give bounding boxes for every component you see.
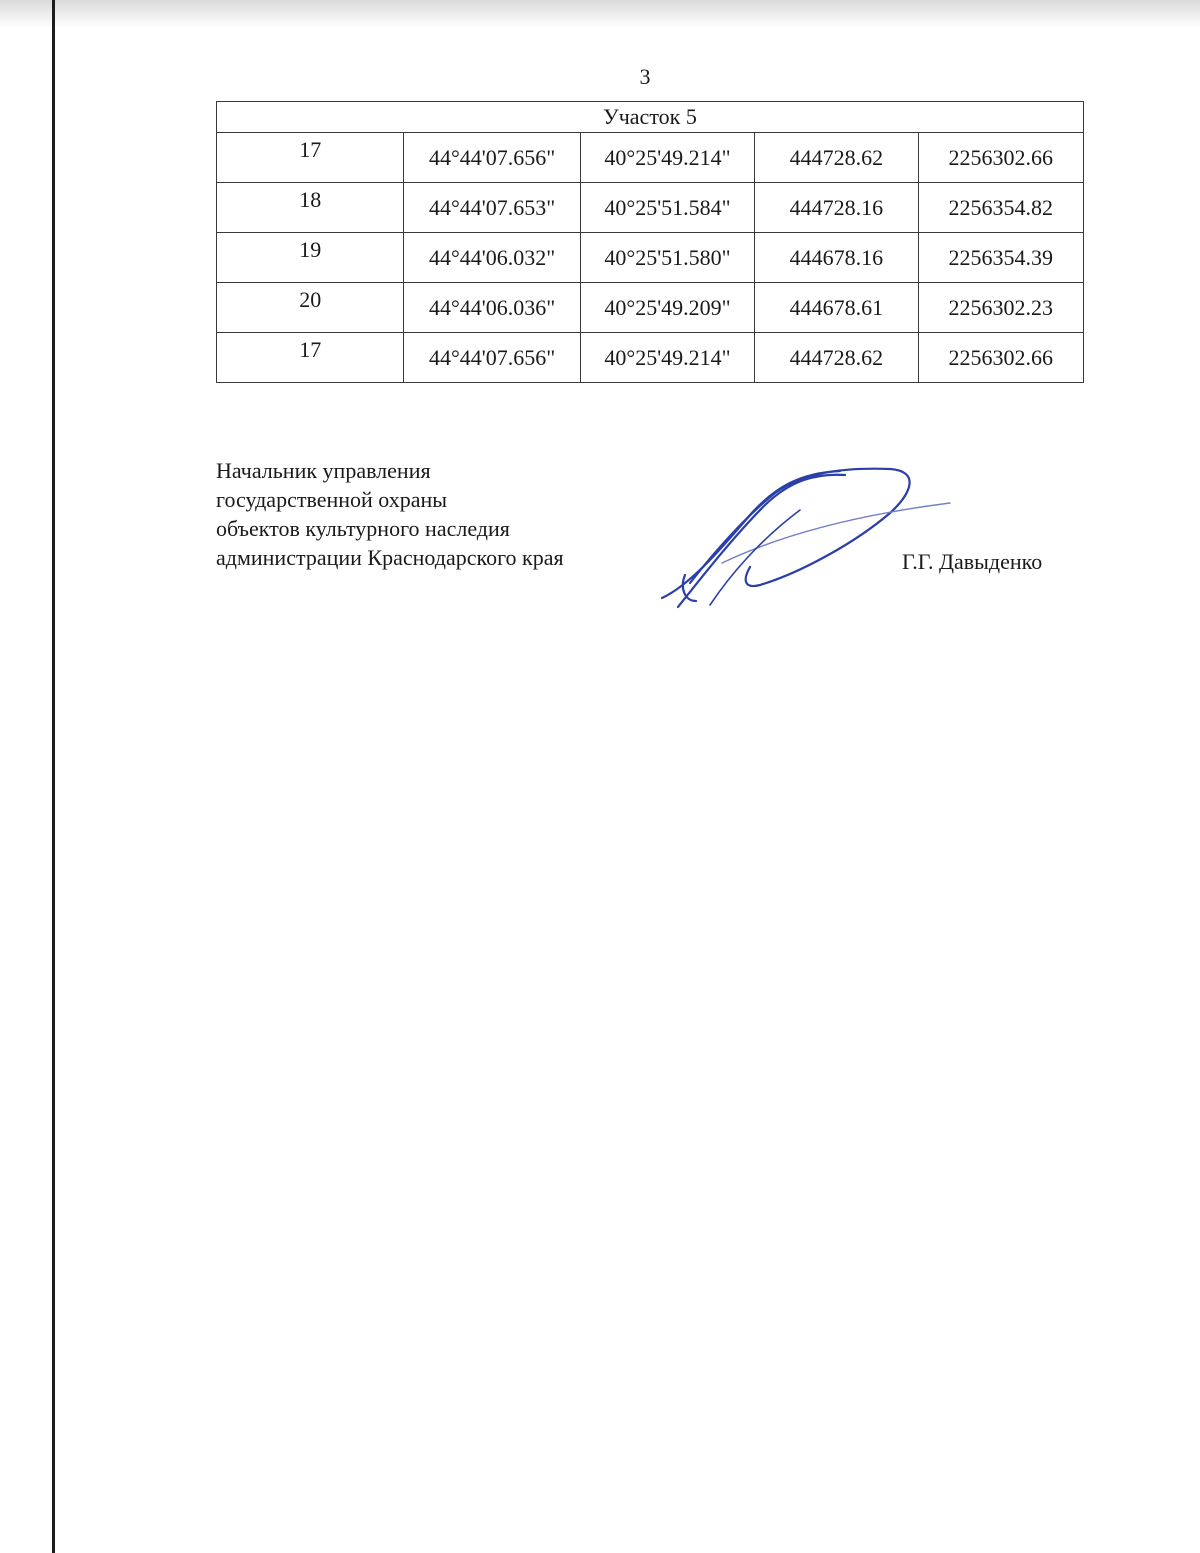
x-coordinate: 444728.62	[755, 333, 918, 383]
x-coordinate: 444728.62	[755, 133, 918, 183]
table-row	[217, 283, 1084, 333]
latitude: 44°44'07.653"	[404, 183, 580, 233]
point-number: 17	[217, 133, 404, 183]
signatory-position	[216, 456, 564, 572]
y-coordinate: 2256354.82	[918, 183, 1083, 233]
longitude: 40°25'49.209"	[580, 283, 754, 333]
longitude: 40°25'51.584"	[580, 183, 754, 233]
latitude: 44°44'07.656"	[404, 133, 580, 183]
y-coordinate: 2256302.66	[918, 333, 1083, 383]
signatory-line: администрации Краснодарского края	[216, 545, 564, 570]
table-row	[217, 233, 1084, 283]
point-number: 19	[217, 233, 404, 283]
table-row	[217, 333, 1084, 383]
signatory-line: государственной охраны	[216, 487, 448, 512]
x-coordinate: 444678.61	[755, 283, 918, 333]
signatory-line: объектов культурного наследия	[216, 516, 510, 541]
x-coordinate: 444728.16	[755, 183, 918, 233]
point-number: 20	[217, 283, 404, 333]
table-section-header-row	[217, 102, 1084, 133]
latitude: 44°44'06.036"	[404, 283, 580, 333]
point-number: 18	[217, 183, 404, 233]
y-coordinate: 2256302.23	[918, 283, 1083, 333]
latitude: 44°44'06.032"	[404, 233, 580, 283]
page-number: 3	[639, 64, 651, 89]
longitude: 40°25'49.214"	[580, 333, 754, 383]
signatory-line: Начальник управления	[216, 458, 431, 483]
longitude: 40°25'51.580"	[580, 233, 754, 283]
y-coordinate: 2256354.39	[918, 233, 1083, 283]
handwritten-signature	[650, 455, 980, 615]
table-row	[217, 183, 1084, 233]
scan-left-edge	[52, 0, 55, 1553]
point-number: 17	[217, 333, 404, 383]
scan-top-shadow	[0, 0, 1200, 28]
y-coordinate: 2256302.66	[918, 133, 1083, 183]
longitude: 40°25'49.214"	[580, 133, 754, 183]
latitude: 44°44'07.656"	[404, 333, 580, 383]
table-row	[217, 133, 1084, 183]
coordinates-table	[216, 101, 1084, 383]
x-coordinate: 444678.16	[755, 233, 918, 283]
section-title: Участок 5	[217, 102, 1084, 133]
signer-name: Г.Г. Давыденко	[902, 549, 1043, 574]
